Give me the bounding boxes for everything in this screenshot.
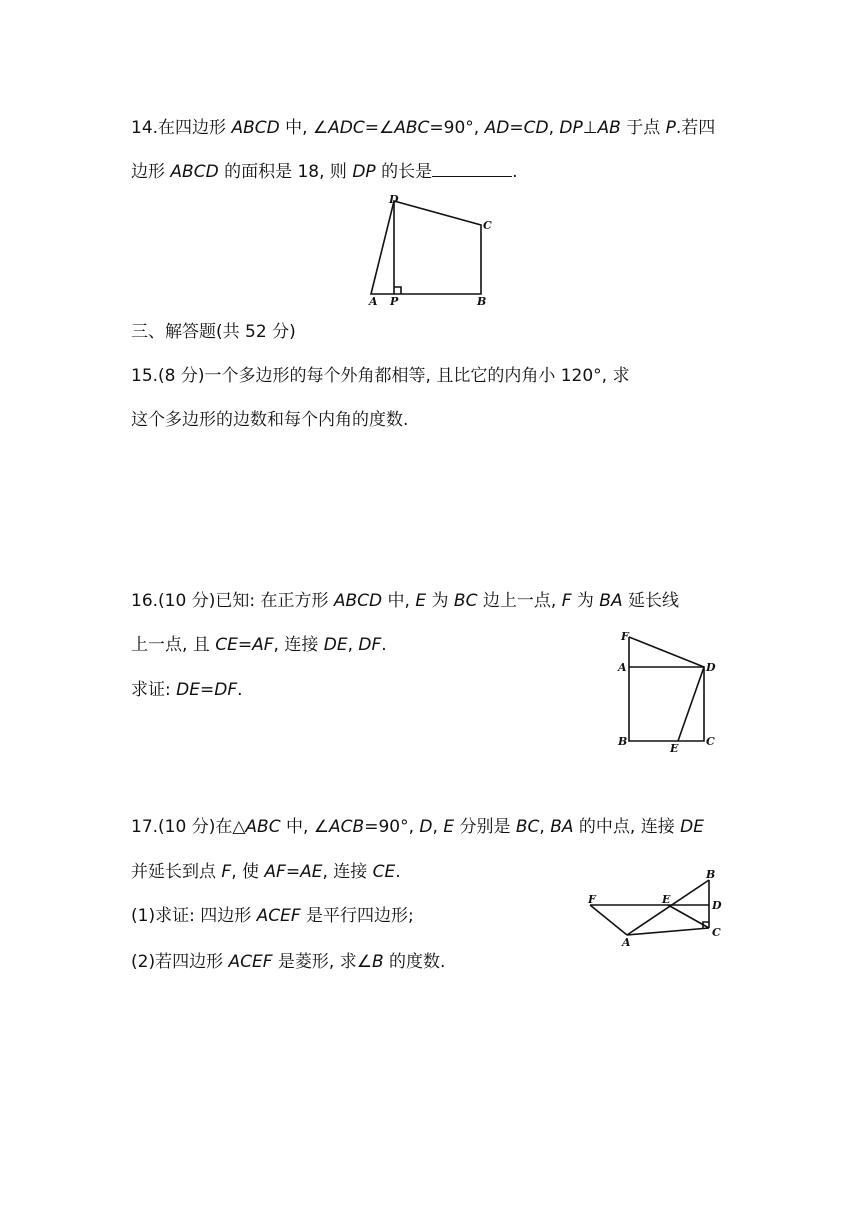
- label-b: B: [706, 868, 716, 881]
- quad-abcd: [371, 201, 481, 294]
- label-f: F: [621, 630, 629, 643]
- section-3-title: 三、解答题(共 52 分): [131, 322, 296, 342]
- segment-de: [678, 667, 704, 741]
- q14-quadrilateral-figure: [360, 190, 510, 315]
- label-a: A: [618, 661, 627, 674]
- q15-line-2: 这个多边形的边数和每个内角的度数.: [131, 410, 409, 430]
- q16-line-3: 求证: DE=DF.: [131, 680, 243, 700]
- q16-square-figure: [612, 628, 732, 756]
- answer-blank: [432, 162, 512, 177]
- q17-line-3: (1)求证: 四边形 ACEF 是平行四边形;: [131, 906, 414, 926]
- label-c: C: [483, 219, 492, 232]
- label-c: C: [712, 926, 721, 939]
- label-a: A: [369, 295, 378, 308]
- label-e: E: [670, 742, 679, 755]
- label-p: P: [390, 295, 399, 308]
- segment-fd: [629, 637, 704, 667]
- q14-line-2: 边形 ABCD 的面积是 18, 则 DP 的长是 .: [131, 162, 518, 182]
- q17-line-2: 并延长到点 F, 使 AF=AE, 连接 CE.: [131, 862, 401, 882]
- label-d: D: [706, 661, 716, 674]
- label-a: A: [622, 936, 631, 949]
- q17-line-1: 17.(10 分)在△ABC 中, ∠ACB=90°, D, E 分别是 BC, BA 的中点, 连接 DE: [131, 817, 704, 837]
- q15-line-1: 15.(8 分)一个多边形的每个外角都相等, 且比它的内角小 120°, 求: [131, 366, 630, 386]
- segment-ab: [627, 880, 709, 935]
- segment-ac: [627, 928, 709, 935]
- label-d: D: [712, 899, 722, 912]
- label-b: B: [618, 735, 628, 748]
- q17-triangle-figure: [585, 866, 730, 949]
- label-e: E: [662, 893, 671, 906]
- q16-line-2: 上一点, 且 CE=AF, 连接 DE, DF.: [131, 635, 387, 655]
- label-c: C: [706, 735, 715, 748]
- label-b: B: [477, 295, 487, 308]
- label-d: D: [389, 193, 399, 206]
- q16-line-1: 16.(10 分)已知: 在正方形 ABCD 中, E 为 BC 边上一点, F 为 BA 延长线: [131, 591, 679, 611]
- square-abcd: [629, 667, 704, 741]
- q14-line-1: 14.在四边形 ABCD 中, ∠ADC=∠ABC=90°, AD=CD, DP⊥AB 于点 P.若四: [131, 118, 716, 138]
- segment-fa: [590, 905, 627, 935]
- label-f: F: [588, 893, 596, 906]
- q17-line-4: (2)若四边形 ACEF 是菱形, 求∠B 的度数.: [131, 952, 446, 972]
- right-angle-mark: [394, 287, 401, 294]
